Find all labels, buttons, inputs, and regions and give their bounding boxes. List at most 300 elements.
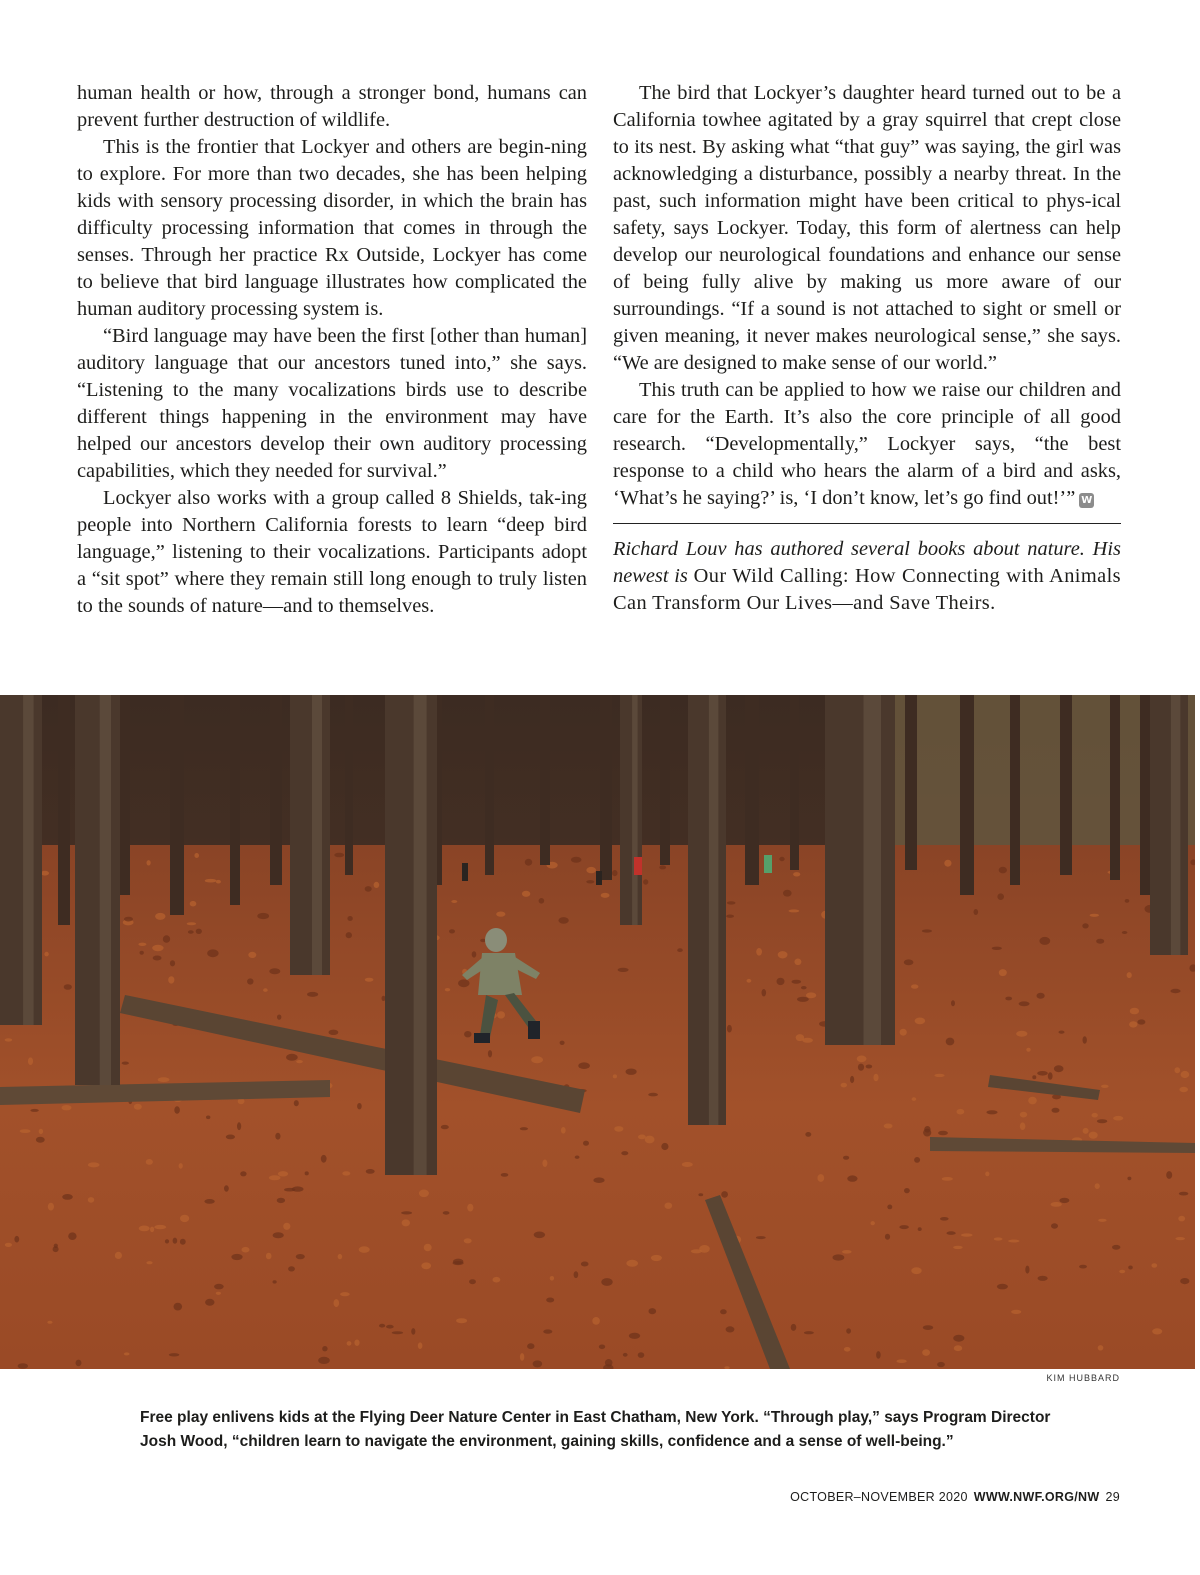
leaf-speck — [173, 1238, 178, 1244]
leaf-speck — [419, 1190, 429, 1198]
website-link[interactable]: WWW.NWF.ORG/NW — [973, 1490, 1100, 1504]
leaf-speck — [296, 1060, 303, 1063]
leaf-speck — [525, 859, 532, 866]
page-number: 29 — [1105, 1490, 1120, 1504]
leaf-speck — [558, 917, 568, 924]
leaf-speck — [138, 943, 146, 946]
leaf-speck — [240, 1171, 246, 1176]
leaf-speck — [847, 1175, 857, 1181]
tree-trunk — [1060, 695, 1072, 875]
leaf-speck — [651, 1255, 662, 1261]
leaf-speck — [997, 1284, 1008, 1290]
leaf-speck — [169, 1353, 180, 1356]
leaf-speck — [1037, 1071, 1048, 1076]
leaf-speck — [402, 1219, 410, 1226]
leaf-speck — [586, 867, 596, 873]
leaf-speck — [661, 1143, 668, 1150]
leaf-speck — [1048, 1072, 1053, 1080]
tree-trunk — [170, 695, 184, 915]
paragraph: This is the frontier that Lockyer and others are begin-ning to explore. For more than two decades, she has been helping kids with sensory processing disorder, in which the brain has difficulty processing information that comes in through the senses. Through her practice Rx Outside, Lockyer has come to believe that bird language illustrates how complicated the human auditory processing system is. — [77, 136, 587, 320]
leaf-speck — [846, 1328, 851, 1333]
leaf-speck — [1098, 1219, 1106, 1222]
leaf-speck — [623, 1353, 628, 1357]
leaf-speck — [999, 867, 1007, 874]
leaf-speck — [1083, 1128, 1089, 1134]
leaf-speck — [842, 1250, 852, 1254]
leaf-speck — [152, 945, 163, 951]
leaf-speck — [150, 1227, 154, 1233]
leaf-speck — [1054, 1065, 1064, 1072]
leaf-speck — [382, 996, 386, 1001]
leaf-speck — [802, 1038, 813, 1043]
leaf-speck — [277, 1198, 285, 1203]
tree-trunk — [1010, 695, 1020, 885]
tree-trunk-highlight — [864, 695, 882, 1045]
leaf-speck — [115, 1252, 122, 1259]
paragraph — [613, 377, 1121, 512]
leaf-speck — [643, 879, 648, 884]
leaf-speck — [269, 1175, 281, 1180]
leaf-speck — [550, 1276, 554, 1281]
leaf-speck — [756, 948, 762, 956]
leaf-speck — [401, 1211, 412, 1214]
leaf-speck — [922, 929, 932, 932]
article-column-right — [613, 80, 1121, 617]
leaf-speck — [14, 1236, 19, 1243]
tree-trunk-highlight — [23, 695, 33, 1025]
leaf-speck — [866, 1065, 873, 1069]
leaf-speck — [542, 1160, 547, 1167]
leaf-speck — [278, 1171, 288, 1176]
leaf-speck — [682, 1162, 693, 1167]
leaf-speck — [1025, 1266, 1029, 1274]
leaf-speck — [207, 949, 218, 957]
leaf-speck — [248, 952, 256, 958]
leaf-speck — [165, 1239, 169, 1243]
leaf-speck — [39, 1129, 43, 1134]
leaf-speck — [992, 947, 1002, 950]
leaf-speck — [318, 1357, 330, 1364]
leaf-speck — [659, 865, 666, 869]
leaf-speck — [986, 1110, 997, 1114]
leaf-speck — [914, 1157, 920, 1163]
leaf-speck — [216, 1292, 221, 1295]
tree-trunk — [75, 695, 120, 1085]
leaf-speck — [1170, 989, 1180, 993]
leaf-speck — [163, 935, 170, 943]
leaf-speck — [122, 1062, 129, 1065]
leaf-speck — [1152, 1328, 1162, 1334]
leaf-speck — [1112, 1245, 1120, 1250]
leaf-speck — [850, 1076, 854, 1083]
leaf-speck — [1011, 1310, 1021, 1314]
tree-trunk-highlight — [312, 695, 322, 975]
leaf-speck — [296, 1254, 305, 1259]
leaf-speck — [586, 880, 594, 883]
leaf-speck — [884, 1124, 893, 1129]
leaf-speck — [329, 1030, 339, 1035]
leaf-speck — [283, 1223, 290, 1230]
leaf-speck — [1179, 1192, 1188, 1196]
leaf-speck — [727, 901, 736, 904]
leaf-speck — [923, 1325, 933, 1330]
leaf-speck — [472, 951, 477, 957]
leaf-speck — [904, 1188, 910, 1193]
leaf-speck — [140, 951, 144, 955]
leaf-speck — [1008, 1240, 1019, 1243]
leaf-speck — [533, 1360, 543, 1367]
leaf-speck — [147, 860, 151, 865]
leaf-speck — [1032, 1075, 1036, 1079]
leaf-speck — [338, 1254, 343, 1259]
leaf-speck — [561, 1127, 566, 1134]
tree-trunk — [660, 695, 670, 865]
leaf-speck — [275, 1133, 280, 1140]
leaf-speck — [321, 1155, 327, 1163]
leaf-speck — [1180, 1278, 1189, 1284]
leaf-speck — [288, 1266, 295, 1271]
tree-trunk — [290, 695, 330, 975]
leaf-speck — [857, 1056, 867, 1063]
leaf-speck — [269, 968, 280, 974]
leaf-speck — [1052, 1108, 1060, 1113]
leaf-speck — [266, 1253, 272, 1260]
leaf-speck — [205, 1299, 214, 1306]
book-title: Our Wild Calling: How Connecting with Animals Can Transform Our Lives—and Save Theirs. — [613, 565, 1121, 614]
leaf-speck — [1028, 1097, 1037, 1105]
leaf-speck — [779, 857, 784, 861]
leaf-speck — [206, 1116, 210, 1120]
leaf-speck — [778, 951, 788, 958]
leaf-speck — [224, 1185, 229, 1191]
leaf-speck — [899, 1225, 908, 1229]
leaf-speck — [1038, 1276, 1048, 1281]
leaf-speck — [322, 1346, 327, 1351]
leaf-speck — [1020, 1112, 1027, 1118]
leaf-speck — [999, 969, 1007, 976]
leaf-speck — [571, 857, 582, 863]
leaf-speck — [76, 1360, 82, 1367]
author-bio-lead: Richard Louv has authored several books about nature. His newest is — [613, 538, 1121, 587]
tree-trunk — [385, 695, 437, 1175]
leaf-speck — [153, 956, 162, 961]
leaf-speck — [1051, 1223, 1058, 1228]
leaf-speck — [146, 1159, 153, 1165]
leaf-speck — [543, 1329, 552, 1333]
leaf-speck — [365, 978, 374, 982]
leaf-speck — [1020, 1122, 1026, 1130]
leaf-speck — [286, 1054, 298, 1061]
leaf-speck — [1092, 1113, 1098, 1118]
leaf-speck — [424, 1244, 432, 1251]
leaf-speck — [1037, 993, 1045, 999]
leaf-speck — [937, 1362, 945, 1367]
leaf-speck — [392, 1331, 403, 1334]
tree-trunk-highlight — [1171, 695, 1181, 955]
leaf-speck — [307, 992, 318, 997]
leaf-speck — [629, 1333, 640, 1339]
leaf-speck — [187, 922, 196, 925]
leaf-speck — [534, 1232, 545, 1239]
tree-trunk-highlight — [709, 695, 719, 1125]
leaf-speck — [649, 1308, 657, 1314]
leaf-speck — [168, 976, 174, 983]
leaf-speck — [951, 1000, 955, 1006]
leaf-speck — [154, 1225, 166, 1229]
leaf-speck — [445, 988, 450, 991]
leaf-speck — [247, 978, 253, 984]
leaf-speck — [871, 1221, 875, 1225]
leaf-speck — [214, 1284, 224, 1290]
article-column-left — [77, 80, 587, 620]
leaf-speck — [792, 980, 802, 984]
leaf-speck — [911, 1267, 921, 1274]
leaf-speck — [216, 880, 221, 884]
leaf-speck — [918, 1227, 922, 1231]
leaf-speck — [904, 959, 914, 965]
leaf-speck — [1122, 931, 1128, 934]
leaf-speck — [626, 1260, 638, 1267]
leaf-speck — [665, 1203, 673, 1209]
leaf-speck — [876, 1351, 881, 1359]
leaf-speck — [1095, 1183, 1100, 1189]
leaf-speck — [179, 1163, 183, 1169]
leaf-speck — [1127, 972, 1132, 978]
leaf-speck — [467, 1204, 473, 1212]
leaf-speck — [174, 1303, 183, 1311]
leaf-speck — [346, 932, 352, 938]
leaf-speck — [1039, 937, 1050, 945]
leaf-speck — [957, 1109, 965, 1115]
leaf-speck — [237, 1122, 241, 1130]
leaf-speck — [379, 1324, 385, 1328]
leaf-speck — [1113, 1116, 1123, 1121]
leaf-speck — [170, 960, 175, 966]
leaf-speck — [18, 1363, 28, 1369]
tree-trunk — [745, 695, 759, 885]
leaf-speck — [443, 1211, 450, 1215]
leaf-speck — [922, 1349, 930, 1356]
leaf-speck — [520, 1127, 528, 1130]
end-mark-icon: W — [1081, 495, 1093, 506]
leaf-speck — [1178, 1216, 1185, 1222]
leaf-speck — [887, 1205, 892, 1210]
tree-trunk — [345, 695, 353, 875]
leaf-speck — [54, 1244, 58, 1248]
leaf-speck — [354, 1340, 359, 1346]
leaf-speck — [231, 1254, 242, 1260]
leaf-speck — [613, 1074, 617, 1078]
leaf-speck — [36, 1137, 45, 1143]
leaf-speck — [944, 860, 951, 867]
leaf-speck — [174, 1106, 180, 1114]
leaf-speck — [41, 871, 49, 876]
leaf-speck — [1130, 1008, 1139, 1015]
leaf-speck — [1089, 1132, 1098, 1139]
leaf-speck — [359, 1246, 370, 1253]
leaf-speck — [614, 1126, 623, 1132]
leaf-speck — [947, 1231, 956, 1235]
leaf-speck — [522, 891, 530, 897]
leaf-speck — [520, 1353, 524, 1361]
leaf-speck — [273, 1232, 284, 1238]
leaf-speck — [1090, 914, 1099, 917]
leaf-speck — [1179, 1087, 1188, 1092]
leaf-speck — [48, 1203, 54, 1211]
leaf-speck — [263, 988, 268, 992]
leaf-speck — [985, 1172, 989, 1177]
leaf-speck — [204, 1199, 214, 1204]
paragraph — [613, 80, 1121, 377]
leaf-speck — [190, 901, 197, 907]
leaf-speck — [88, 1162, 100, 1167]
leaf-speck — [342, 1171, 350, 1175]
leaf-speck — [20, 1129, 31, 1133]
leaf-speck — [1128, 1266, 1133, 1270]
leaf-speck — [1059, 1031, 1065, 1034]
page-footer — [790, 1490, 1120, 1504]
leaf-speck — [698, 1193, 703, 1196]
leaf-speck — [411, 1328, 415, 1335]
leaf-speck — [139, 1226, 150, 1232]
leaf-speck — [188, 930, 194, 934]
leaf-speck — [464, 1238, 472, 1243]
leaf-speck — [953, 1335, 964, 1342]
paragraph: “Bird language may have been the first [other than human] auditory language that our ancestors tuned into,” she says. “Listening to the many vocalizations birds use to describe different things happening in the environment may have helped our ancestors develop their own auditory processing capabilities, which they needed for survival.” — [77, 325, 587, 482]
leaf-speck — [592, 1317, 600, 1325]
leaf-speck — [180, 1215, 189, 1222]
leaf-speck — [347, 916, 352, 921]
leaf-speck — [1026, 1048, 1030, 1052]
leaf-speck — [1125, 899, 1130, 903]
tree-trunk — [485, 695, 494, 875]
leaf-speck — [180, 1239, 186, 1245]
leaf-speck — [599, 1345, 605, 1350]
leaf-speck — [833, 1254, 845, 1260]
leaf-speck — [793, 872, 800, 876]
leaf-speck — [488, 1050, 492, 1057]
leaf-speck — [421, 1262, 431, 1269]
divider — [613, 523, 1121, 524]
leaf-speck — [612, 870, 617, 876]
leaf-speck — [1166, 1171, 1172, 1179]
tree-trunk — [825, 695, 895, 1045]
tree-trunk — [790, 695, 799, 870]
leaf-speck — [374, 882, 380, 888]
leaf-speck — [546, 1298, 554, 1303]
tree-trunk — [230, 695, 240, 905]
leaf-speck — [134, 1104, 142, 1110]
leaf-speck — [897, 1359, 907, 1363]
leaf-speck — [1119, 1270, 1125, 1273]
leaf-speck — [720, 1309, 727, 1314]
leaf-speck — [1019, 1001, 1030, 1006]
leaf-speck — [30, 1109, 38, 1112]
forest-illustration — [0, 695, 1195, 1369]
photo-credit: KIM HUBBARD — [1046, 1373, 1120, 1383]
leaf-speck — [900, 1029, 907, 1036]
tree-trunk — [120, 695, 130, 895]
leaf-speck — [1079, 1265, 1087, 1269]
leaf-speck — [858, 1064, 864, 1071]
leaf-speck — [762, 989, 767, 996]
leaf-speck — [47, 1321, 52, 1324]
forest-photo — [0, 695, 1195, 1369]
tree-trunk-highlight — [100, 695, 111, 1085]
tree-trunk — [620, 695, 642, 925]
leaf-speck — [273, 1280, 277, 1283]
tree-trunk — [688, 695, 726, 1125]
leaf-speck — [961, 1233, 973, 1236]
leaf-speck — [62, 1194, 73, 1200]
leaf-speck — [64, 984, 72, 990]
leaf-speck — [366, 1169, 375, 1174]
leaf-speck — [449, 929, 455, 933]
leaf-speck — [441, 1125, 449, 1129]
leaf-speck — [601, 893, 610, 898]
leaf-speck — [843, 1156, 849, 1160]
leaf-speck — [194, 853, 199, 858]
leaf-speck — [581, 1262, 589, 1267]
leaf-speck — [277, 1015, 281, 1020]
issue-date: OCTOBER–NOVEMBER 2020 — [790, 1490, 968, 1504]
leaf-speck — [912, 1097, 917, 1101]
leaf-speck — [456, 1318, 467, 1323]
leaf-speck — [305, 1171, 309, 1175]
leaf-speck — [527, 1343, 534, 1349]
leaf-speck — [1098, 1345, 1104, 1350]
leaf-speck — [726, 1326, 735, 1332]
leaf-speck — [578, 1062, 590, 1069]
leaf-speck — [844, 1347, 851, 1352]
leaf-speck — [777, 978, 785, 985]
paragraph-text: The bird that Lockyer’s daughter heard turned out to be a California towhee agitated by a gray squirrel that crept close to its nest. By asking what “that guy” was saying, the girl was acknowledging a disturbance, possibly a nearby threat. In the past, such information might have been critical to phys-ical safety, says Lockyer. Today, this form of alertness can help develop our neurological foundations and enhance our sense of being fully alive by making us more aware of our surroundings. “If a sound is not attached to sight or smell or given meaning, it never makes neurological sense,” she says. “We are designed to make sense of our world.” — [613, 82, 1121, 374]
leaf-speck — [601, 1278, 612, 1286]
leaf-speck — [583, 1141, 589, 1146]
leaf-speck — [196, 929, 202, 934]
leaf-speck — [791, 1324, 797, 1331]
leaf-speck — [726, 915, 734, 918]
leaf-speck — [817, 1174, 824, 1182]
leaf-speck — [464, 1031, 471, 1037]
leaf-speck — [1127, 1177, 1131, 1181]
author-bio — [613, 536, 1121, 617]
leaf-speck — [347, 1341, 352, 1346]
leaf-speck — [923, 1129, 931, 1137]
leaf-speck — [699, 1245, 710, 1253]
tree-trunk-highlight — [414, 695, 427, 1175]
leaf-speck — [621, 1151, 628, 1155]
leaf-speck — [68, 1232, 76, 1240]
leaf-speck — [493, 1277, 501, 1283]
leaf-speck — [5, 1038, 13, 1041]
leaf-speck — [727, 1025, 732, 1033]
leaf-speck — [648, 1093, 658, 1097]
paragraph: Lockyer also works with a group called 8 Shields, tak-ing people into Northern California forests to learn “deep bird language,” listening to their vocalizations. Participants adopt a “sit spot” where they remain still long enough to truly listen to the sounds of nature—and to themselves. — [77, 487, 587, 617]
leaf-speck — [334, 1299, 340, 1307]
leaf-speck — [841, 1083, 847, 1088]
leaf-speck — [915, 1018, 926, 1025]
leaf-speck — [1129, 1021, 1137, 1027]
leaf-speck — [1096, 939, 1104, 944]
leaf-speck — [158, 1077, 170, 1082]
leaf-speck — [155, 913, 165, 920]
paragraph: human health or how, through a stronger bond, humans can prevent further destruction of wildlife. — [77, 82, 587, 131]
leaf-speck — [747, 979, 752, 983]
leaf-speck — [797, 997, 809, 1002]
tree-trunk — [905, 695, 917, 870]
leaf-speck — [626, 1069, 637, 1075]
